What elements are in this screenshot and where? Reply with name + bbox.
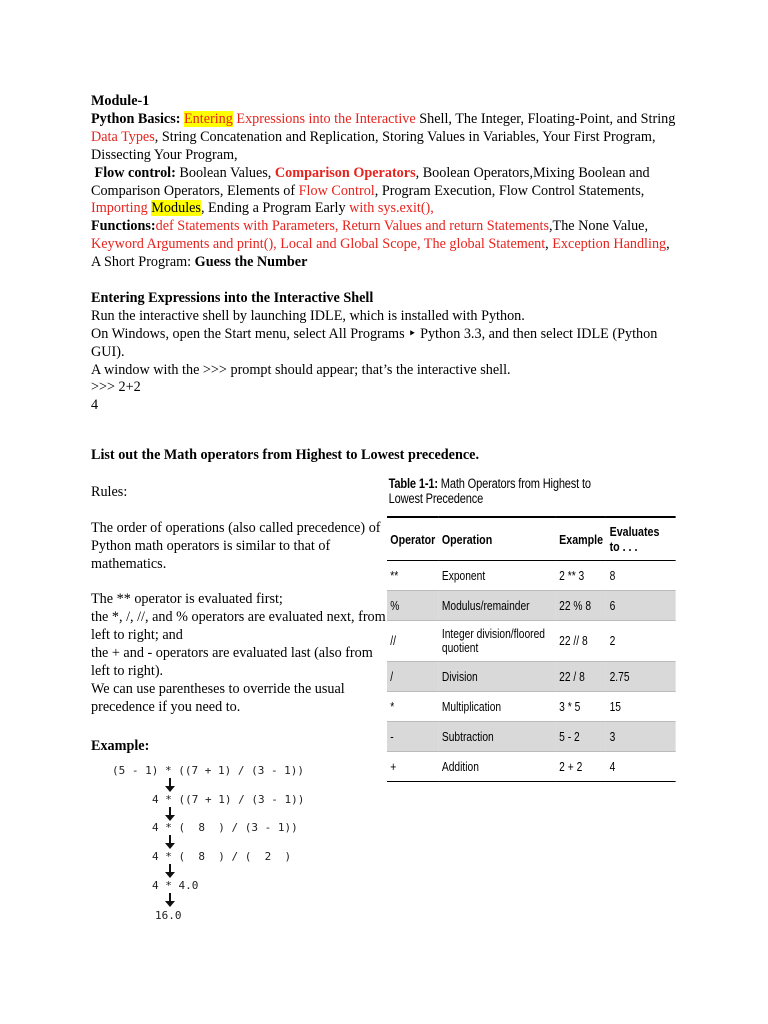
down-arrow-icon <box>169 778 171 788</box>
shell-input: >>> 2+2 <box>91 379 141 396</box>
cell-operation: Exponent <box>439 561 556 591</box>
red-text: Flow Control <box>298 182 375 199</box>
cell-operation: Multiplication <box>439 692 556 722</box>
functions-label: Functions: <box>91 218 156 235</box>
cell-example: 3 * 5 <box>556 692 606 722</box>
cell-operation: Division <box>439 662 556 692</box>
rules-column <box>91 484 391 717</box>
plain-text: ,The None Value, <box>548 218 649 235</box>
syllabus-flow-control <box>91 165 681 219</box>
red-bold-text: Comparison Operators <box>274 164 416 181</box>
down-arrow-icon <box>169 807 171 817</box>
red-text: Expressions into the Interactive <box>236 110 416 127</box>
table-row <box>387 621 676 662</box>
eval-step: 4 * ( 8 ) / ( 2 ) <box>152 850 292 863</box>
rules-label: Rules: <box>91 484 128 500</box>
cell-result: 4 <box>606 752 675 782</box>
example-label: Example: <box>91 738 150 754</box>
eval-step: 4 * ((7 + 1) / (3 - 1)) <box>152 793 305 806</box>
cell-result: 3 <box>606 722 675 752</box>
document-body <box>91 93 681 465</box>
cell-example: 22 // 8 <box>556 621 606 662</box>
plain-text: , <box>545 236 549 253</box>
eval-step: 4 * ( 8 ) / (3 - 1)) <box>152 821 298 834</box>
cell-example: 2 ** 3 <box>556 561 606 591</box>
cell-operator: / <box>387 662 439 692</box>
cell-operator: + <box>387 752 439 782</box>
header-example: Example <box>556 517 606 561</box>
red-text: Importing <box>91 200 148 217</box>
table-title-label: Table 1-1: <box>388 476 438 491</box>
red-text: Data Types <box>91 128 155 145</box>
plain-text: , Boolean Operators,Mixing Boolean and Comparison Operators, Elements of <box>91 164 650 199</box>
rules-paragraph: the *, /, //, and % operators are evaluated next, from left to right; and <box>91 609 386 644</box>
cell-operator: * <box>387 692 439 722</box>
module-title: Module-1 <box>91 93 150 109</box>
plain-text: , Program Execution, Flow Control Statements, <box>374 182 645 199</box>
plain-text: , String Concatenation and Replication, Storing Values in Variables, Your First Program, Dissecting Your Program, <box>91 128 656 163</box>
plain-text: Shell, The Integer, Floating-Point, and String <box>419 110 676 127</box>
plain-text: Boolean Values, <box>179 164 272 181</box>
table-title <box>389 476 625 506</box>
cell-operator: ** <box>387 561 439 591</box>
cell-result: 15 <box>606 692 675 722</box>
cell-operation: Addition <box>439 752 556 782</box>
table-title-text: Math Operators from Highest to Lowest Precedence <box>388 476 591 506</box>
cell-operator: - <box>387 722 439 752</box>
syllabus-basics <box>91 111 681 165</box>
section-line: Run the interactive shell by launching IDLE, which is installed with Python. <box>91 307 525 324</box>
table-header-row <box>387 517 676 561</box>
cell-operation: Modulus/remainder <box>439 591 556 621</box>
cell-operator: % <box>387 591 439 621</box>
down-arrow-icon <box>169 864 171 874</box>
plain-text: , Ending a Program Early <box>200 200 346 217</box>
red-text: with sys.exit(), <box>349 200 434 217</box>
header-operation: Operation <box>439 517 556 561</box>
table-row <box>387 591 676 621</box>
flow-label: Flow control: <box>94 164 176 181</box>
red-text: Exception Handling <box>552 236 667 253</box>
rules-paragraph: The ** operator is evaluated first; <box>91 591 283 608</box>
table-row <box>387 561 676 591</box>
eval-step: (5 - 1) * ((7 + 1) / (3 - 1)) <box>112 764 305 777</box>
red-text: def Statements with Parameters, Return Values and return Statements <box>155 218 549 235</box>
cell-result: 8 <box>606 561 675 591</box>
header-operator: Operator <box>387 517 439 561</box>
section-heading: Entering Expressions into the Interactive Shell <box>91 289 374 306</box>
down-arrow-icon <box>169 835 171 845</box>
cell-example: 22 / 8 <box>556 662 606 692</box>
table-row <box>387 722 676 752</box>
syllabus-functions <box>91 218 681 272</box>
red-text: Keyword Arguments and print(), Local and Global Scope, The global Statement <box>91 236 546 253</box>
bold-text: Guess the Number <box>194 254 308 271</box>
down-arrow-icon <box>169 893 171 903</box>
rules-paragraph: The order of operations (also called precedence) of Python math operators is similar to that of mathematics. <box>91 519 381 572</box>
cell-operator: // <box>387 621 439 662</box>
table-row <box>387 692 676 722</box>
cell-example: 2 + 2 <box>556 752 606 782</box>
question: List out the Math operators from Highest to Lowest precedence. <box>91 447 479 464</box>
eval-step: 4 * 4.0 <box>152 879 199 892</box>
cell-result: 2 <box>606 621 675 662</box>
cell-operation: Subtraction <box>439 722 556 752</box>
section-line: A window with the >>> prompt should appear; that’s the interactive shell. <box>91 361 511 378</box>
cell-example: 22 % 8 <box>556 591 606 621</box>
header-evaluates: Evaluates to . . . <box>606 517 675 561</box>
table-row <box>387 752 676 782</box>
table-row <box>387 662 676 692</box>
shell-output: 4 <box>91 397 99 414</box>
cell-operation: Integer division/floored quotient <box>439 621 556 662</box>
rules-paragraph: the + and - operators are evaluated last (also from left to right). <box>91 645 373 680</box>
plain-text: , A Short Program: <box>91 236 670 271</box>
cell-result: 2.75 <box>606 662 675 692</box>
section-line: On Windows, open the Start menu, select All Programs ‣ Python 3.3, and then select IDLE (Python GUI). <box>91 325 658 360</box>
highlighted-text: Entering <box>184 110 233 127</box>
eval-result: 16.0 <box>155 909 182 922</box>
rules-paragraph: We can use parentheses to override the usual precedence if you need to. <box>91 680 345 715</box>
cell-example: 5 - 2 <box>556 722 606 752</box>
basics-label: Python Basics: <box>91 110 181 127</box>
operator-table <box>387 476 660 782</box>
highlighted-text: Modules <box>151 200 201 217</box>
cell-result: 6 <box>606 591 675 621</box>
